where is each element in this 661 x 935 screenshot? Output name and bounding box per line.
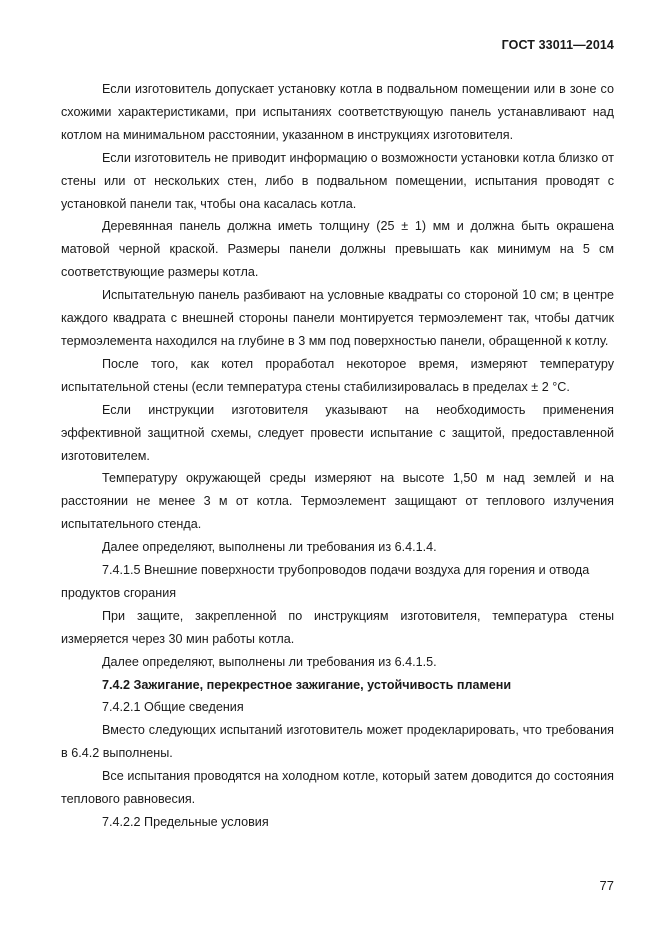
- document-body: [61, 78, 614, 834]
- section-7-4-1-5-heading: 7.4.1.5 Внешние поверхности трубопроводов подачи воздуха для горения и отвода продуктов сгорания: [61, 563, 590, 600]
- document-header: ГОСТ 33011—2014: [501, 38, 614, 52]
- paragraph-protective-scheme: Если инструкции изготовителя указывают на необходимость применения эффективной защитной схемы, следует провести испытание с защитой, предоставленной изготовителем.: [61, 402, 614, 463]
- page-number: 77: [599, 878, 614, 893]
- paragraph-basement-installation: Если изготовитель допускает установку котла в подвальном помещении или в зоне со схожими характеристиками, при испытаниях соответствующую панель устанавливают над котлом на минимальном расстоянии, указанном в инструкциях изготовителя.: [61, 82, 614, 142]
- section-7-4-2-1-heading: 7.4.2.1 Общие сведения: [102, 700, 244, 715]
- paragraph-ambient-temperature: Температуру окружающей среды измеряют на высоте 1,50 м над землей и на расстоянии не менее 3 м от котла. Термоэлемент защищают от теплового излучения испытательного стенда.: [61, 471, 614, 532]
- paragraph-wall-temperature: После того, как котел проработал некоторое время, измеряют температуру испытательной стены (если температура стены стабилизировалась в пределах ± 2 °С.: [61, 356, 614, 394]
- section-7-4-2-heading: 7.4.2 Зажигание, перекрестное зажигание, устойчивость пламени: [102, 677, 512, 692]
- paragraph-protection-measurement: При защите, закрепленной по инструкциям изготовителя, температура стены измеряется через 30 мин работы котла.: [61, 608, 614, 646]
- paragraph-wall-proximity: Если изготовитель не приводит информацию о возможности установки котла близко от стены или от нескольких стен, либо в подвальном помещении, испытания проводят с установкой панели так, чтобы она касалась котла.: [61, 150, 614, 211]
- paragraph-panel-squares: Испытательную панель разбивают на условные квадраты со стороной 10 см; в центре каждого квадрата с внешней стороны панели монтируется термоэлемент так, чтобы датчик термоэлемента находился на глубине в 3 мм под поверхностью панели, обращенной к котлу.: [61, 288, 614, 348]
- paragraph-panel-thickness: Деревянная панель должна иметь толщину (25 ± 1) мм и должна быть окрашена матовой черной краской. Размеры панели должны превышать как минимум на 5 см соответствующие размеры котла.: [61, 219, 614, 280]
- paragraph-declaration: Вместо следующих испытаний изготовитель может продекларировать, что требования в 6.4.2 выполнены.: [61, 723, 614, 761]
- paragraph-check-6-4-1-5: Далее определяют, выполнены ли требования из 6.4.1.5.: [102, 654, 437, 669]
- paragraph-cold-boiler: Все испытания проводятся на холодном котле, который затем доводится до состояния теплового равновесия.: [61, 769, 614, 807]
- paragraph-check-6-4-1-4: Далее определяют, выполнены ли требования из 6.4.1.4.: [102, 540, 437, 555]
- section-7-4-2-2-heading: 7.4.2.2 Предельные условия: [102, 815, 269, 829]
